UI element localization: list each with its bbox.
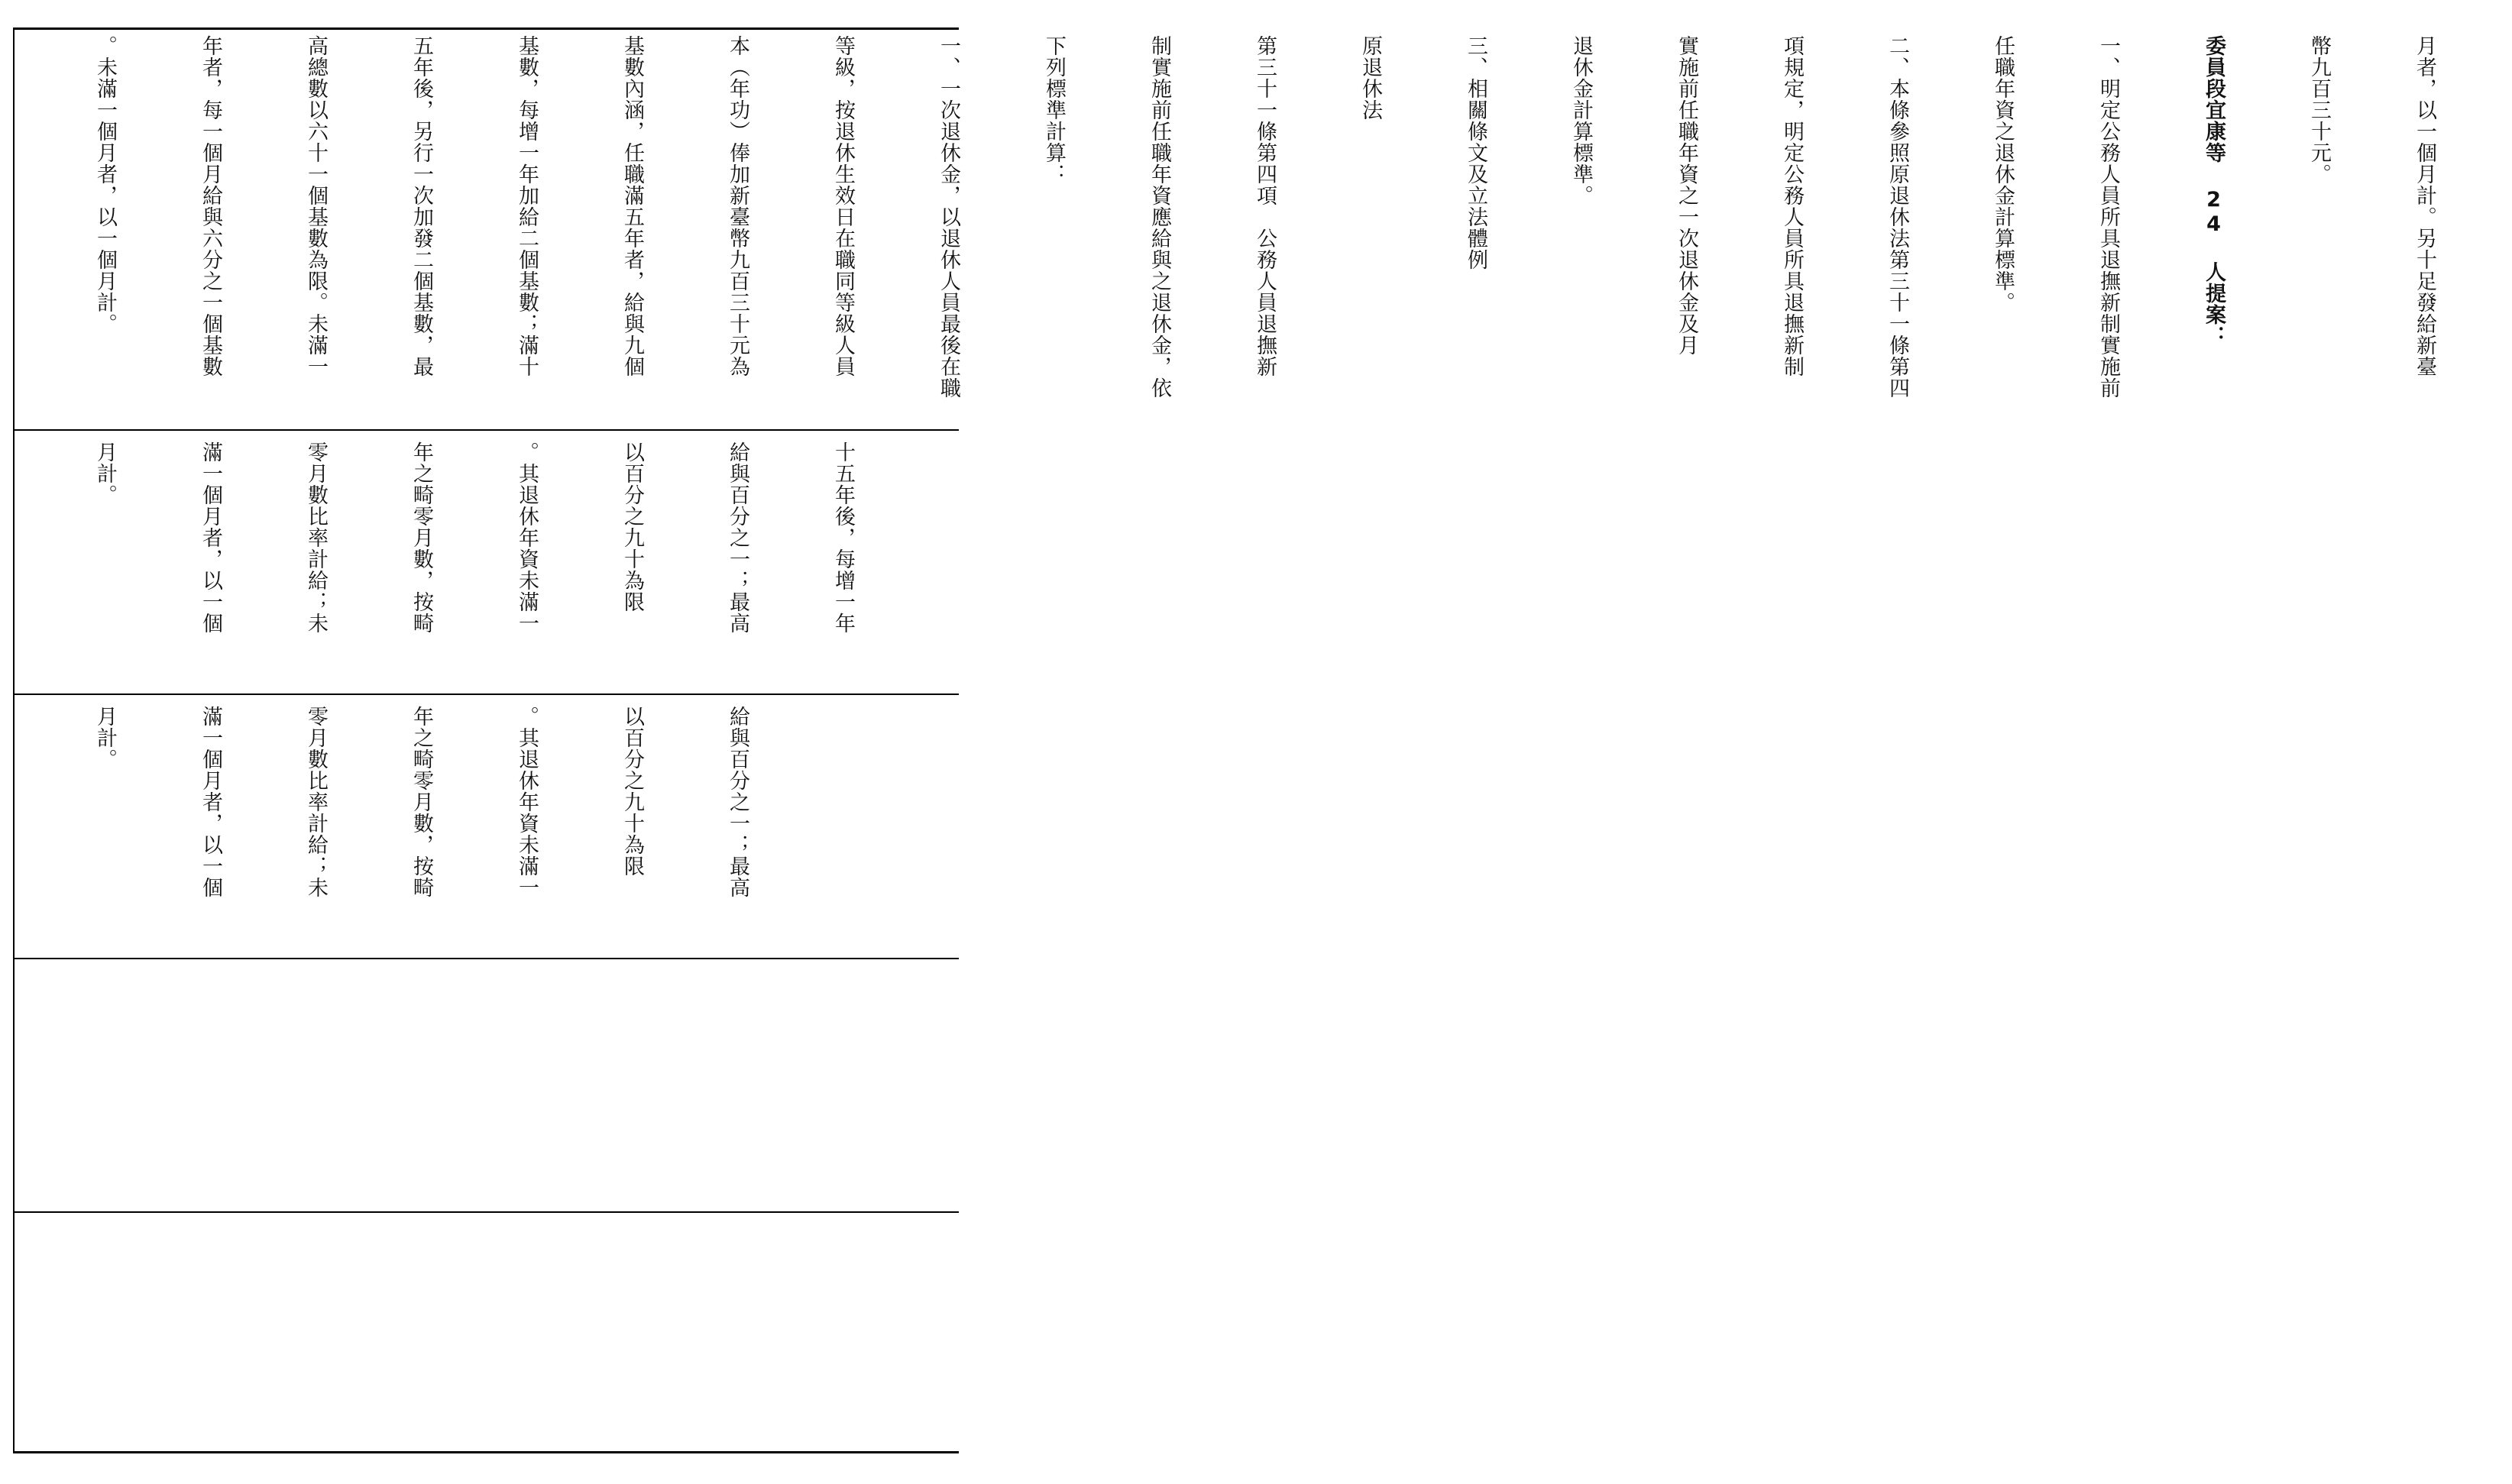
table-top-border	[13, 27, 959, 30]
text-line: 。其退休年資未滿一	[515, 706, 539, 898]
text-line: 退休金計算標準。	[1569, 35, 1593, 206]
text-line: 滿一個月者，以一個	[199, 706, 222, 898]
text-line: 一、一次退休金，以退休人員最後在職	[937, 35, 960, 399]
text-line: 十五年後，每增一年	[831, 441, 855, 634]
row-divider-1	[13, 429, 959, 431]
text-line: 年者，每一個月給與六分之一個基數	[199, 35, 222, 377]
row-1-text	[17, 35, 2512, 399]
table-row-1	[17, 35, 2436, 428]
text-line: 等級，按退休生效日在職同等級人員	[831, 35, 855, 377]
row-divider-4	[13, 1211, 959, 1213]
text-line: 年之畸零月數，按畸	[409, 441, 433, 634]
text-line: 項規定，明定公務人員所具退撫新制	[1780, 35, 1804, 377]
text-line: 月計。	[93, 441, 117, 506]
text-line: 以百分之九十為限	[620, 706, 644, 877]
text-line: 三、相關條文及立法體例	[1464, 35, 1487, 270]
text-line: 滿一個月者，以一個	[199, 441, 222, 634]
text-line: 下列標準計算：	[1042, 35, 1066, 185]
text-line: 零月數比率計給；未	[304, 706, 328, 898]
row-divider-2	[13, 694, 959, 695]
text-line: 。未滿一個月者，以一個月計。	[93, 35, 117, 335]
table-row-2	[17, 441, 949, 692]
table-row-5	[17, 1224, 949, 1450]
row-divider-3	[13, 958, 959, 959]
text-line: 幣九百三十元。	[2307, 35, 2331, 185]
text-line: 基數，每增一年加給二個基數；滿十	[515, 35, 539, 377]
proposal-heading: 委員段宜康等 24 人提案：	[2202, 35, 2226, 347]
text-line: 高總數以六十一個基數為限。未滿一	[304, 35, 328, 377]
row-3-text	[17, 706, 825, 898]
text-line: 。其退休年資未滿一	[515, 441, 539, 634]
text-line: 年之畸零月數，按畸	[409, 706, 433, 898]
text-line: 原退休法	[1358, 35, 1382, 121]
text-line: 月者，以一個月計。另十足發給新臺	[2413, 35, 2436, 377]
text-line: 五年後，另行一次加發二個基數，最	[409, 35, 433, 377]
table-left-border	[13, 27, 15, 1453]
table-bottom-border	[13, 1451, 959, 1453]
row-2-text	[17, 441, 931, 634]
text-line: 零月數比率計給；未	[304, 441, 328, 634]
text-line: 以百分之九十為限	[620, 441, 644, 613]
text-line: 任職年資之退休金計算標準。	[1991, 35, 2015, 313]
table-row-4	[17, 970, 949, 1210]
text-line: 基數內涵，任職滿五年者，給與九個	[620, 35, 644, 377]
text-line: 一、明定公務人員所具退撫新制實施前	[2096, 35, 2120, 399]
text-line: 月計。	[93, 706, 117, 770]
table-row-3	[17, 706, 949, 956]
text-line: 實施前任職年資之一次退休金及月	[1675, 35, 1698, 356]
text-line: 本（年功）俸加新臺幣九百三十元為	[726, 35, 749, 377]
text-line: 二、本條參照原退休法第三十一條第四	[1886, 35, 1909, 399]
text-line: 第三十一條第四項 公務人員退撫新	[1253, 35, 1277, 377]
text-line: 制實施前任職年資應給與之退休金，依	[1148, 35, 1171, 399]
text-line: 給與百分之一；最高	[726, 706, 749, 898]
text-line: 給與百分之一；最高	[726, 441, 749, 634]
